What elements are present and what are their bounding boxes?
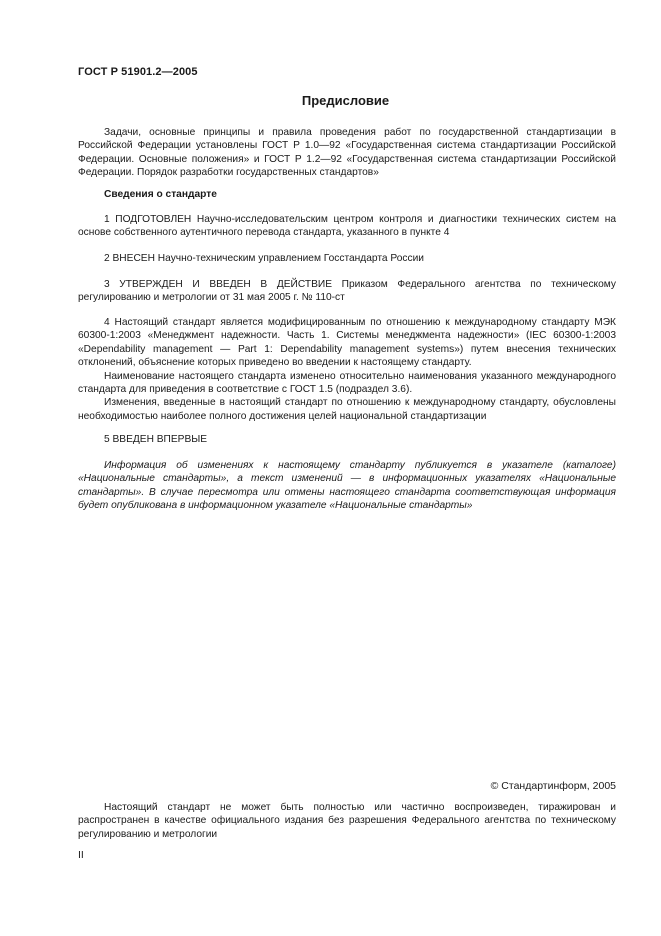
- item-1-paragraph: 1 ПОДГОТОВЛЕН Научно-исследовательским центром контроля и диагностики технических систем на основе собственного аутентичного перевода стандарта, указанного в пункте 4: [78, 214, 616, 239]
- intro-paragraph: Задачи, основные принципы и правила проведения работ по государственной стандартизации в Российской Федерации установлены ГОСТ Р 1.0—92 «Государственная система стандартизации Российской Федерации. Основные положения» и ГОСТ Р 1.2—92 «Государственная система стандартизации Российской Федерации. Порядок разработки государственных стандартов»: [78, 127, 616, 179]
- section-heading-block: [78, 188, 616, 201]
- item-3-paragraph: 3 УТВЕРЖДЕН И ВВЕДЕН В ДЕЙСТВИЕ Приказом Федерального агентства по техническому регулированию и метрологии от 31 мая 2005 г. № 110-ст: [78, 279, 616, 304]
- info-block: [78, 459, 616, 513]
- info-paragraph: Информация об изменениях к настоящему стандарту публикуется в указателе (каталоге) «Национальные стандарты», а текст изменений — в информационных указателях «Национальные стандарты». В случае пересмотра или отмены настоящего стандарта соответствующая информация будет опубликована в информационном указателе «Национальные стандарты»: [78, 460, 616, 512]
- item-4-paragraph-2: Наименование настоящего стандарта изменено относительно наименования указанного международного стандарта для приведения в соответствие с ГОСТ 1.5 (подраздел 3.6).: [78, 370, 616, 396]
- item-4-paragraph: 4 Настоящий стандарт является модифицированным по отношению к международному стандарту МЭК 60300-1:2003 «Менеджмент надежности. Часть 1. Системы менеджмента надежности» (IEC 60300-1:2003 «Dependability management — Part 1: Dependability management systems») путем внесения технических отклонений, объяснение которых приведено во введении к настоящему стандарту.: [78, 317, 616, 369]
- section-heading: Сведения о стандарте: [104, 189, 217, 200]
- document-header: ГОСТ Р 51901.2—2005: [78, 66, 198, 78]
- item-1-block: [78, 213, 616, 240]
- item-3-block: [78, 278, 616, 305]
- item-2-block: [78, 252, 616, 265]
- intro-block: [78, 126, 616, 180]
- item-4-block: [78, 316, 616, 423]
- item-4-paragraph-3: Изменения, введенные в настоящий стандарт по отношению к международному стандарту, обусловлены необходимостью наиболее полного достижения целей национальной стандартизации: [78, 397, 616, 422]
- item-2-paragraph: 2 ВНЕСЕН Научно-техническим управлением Госстандарта России: [104, 253, 424, 264]
- item-5-block: [78, 433, 616, 446]
- footer-notice: Настоящий стандарт не может быть полностью или частично воспроизведен, тиражирован и распространен в качестве официального издания без разрешения Федерального агентства по техническому регулированию и метрологии: [78, 802, 616, 840]
- page-title: Предисловие: [301, 93, 390, 108]
- page-number: II: [78, 849, 84, 861]
- copyright-line: © Стандартинформ, 2005: [490, 780, 616, 792]
- footer-notice-block: [78, 801, 616, 841]
- item-5-paragraph: 5 ВВЕДЕН ВПЕРВЫЕ: [104, 434, 208, 445]
